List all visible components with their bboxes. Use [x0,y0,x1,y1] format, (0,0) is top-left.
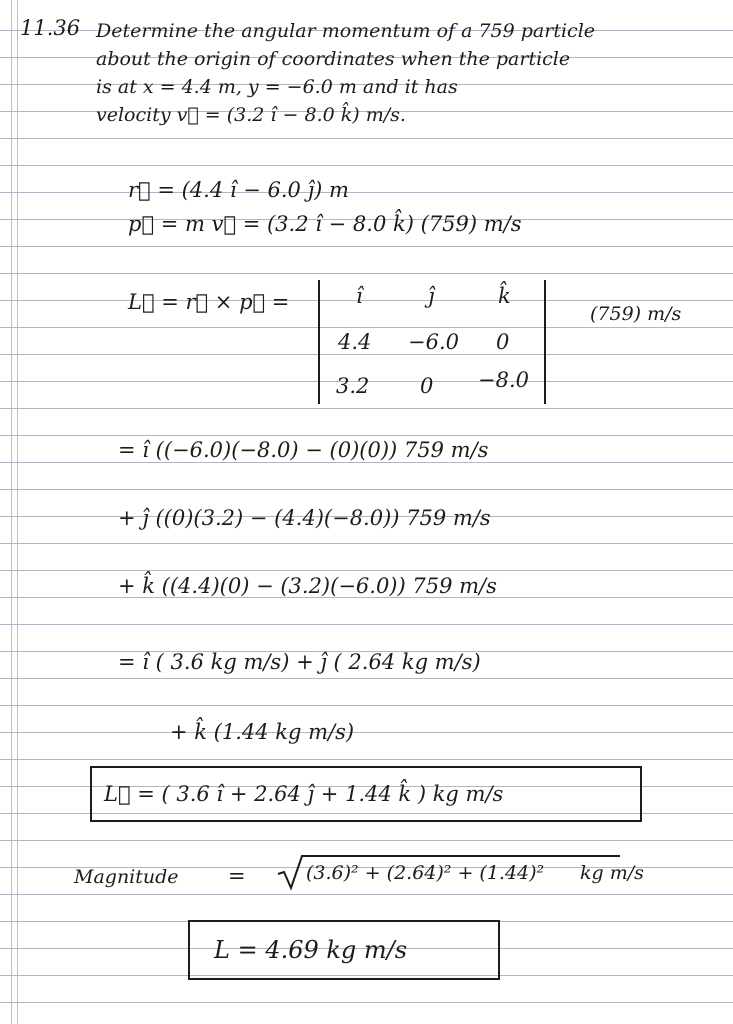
determinant-factor: (759) m/s [590,303,682,325]
det-row1-j: ĵ [428,284,435,308]
problem-line-2: about the origin of coordinates when the particle [96,48,571,70]
problem-number: 11.36 [20,16,81,40]
det-row2-x: 4.4 [338,330,372,354]
problem-line-3: is at x = 4.4 m, y = −6.0 m and it has [96,76,458,98]
answer-vector: L⃗ = ( 3.6 î + 2.64 ĵ + 1.44 k̂ ) kg m/s [104,782,504,806]
margin-line [17,0,18,1024]
det-row2-z: 0 [496,330,510,354]
det-row1-i: î [356,284,363,308]
cross-product-label: L⃗ = r⃗ × p⃗ = [128,290,290,314]
det-row3-x: 3.2 [336,374,370,398]
result-k: + k̂ (1.44 kg m/s) [170,720,355,744]
determinant-right-bar [544,280,546,404]
momentum-vector: p⃗ = m v⃗ = (3.2 î − 8.0 k̂) (759) m/s [128,212,522,236]
det-row1-k: k̂ [498,284,511,308]
expansion-i: = î ((−6.0)(−8.0) − (0)(0)) 759 m/s [118,438,489,462]
problem-line-4: velocity v⃗ = (3.2 î − 8.0 k̂) m/s. [96,104,406,126]
magnitude-label: Magnitude [74,866,179,888]
det-row3-z: −8.0 [478,368,529,392]
expansion-k: + k̂ ((4.4)(0) − (3.2)(−6.0)) 759 m/s [118,574,497,598]
problem-line-1: Determine the angular momentum of a 759 particle [96,20,596,42]
final-answer: L = 4.69 kg m/s [214,936,408,964]
magnitude-unit: kg m/s [580,862,644,884]
margin-line [11,0,12,1024]
det-row3-y: 0 [420,374,434,398]
magnitude-radicand: (3.6)² + (2.64)² + (1.44)² [306,862,545,884]
det-row2-y: −6.0 [408,330,459,354]
magnitude-equals: = [228,864,246,888]
determinant-left-bar [318,280,320,404]
result-ij: = î ( 3.6 kg m/s) + ĵ ( 2.64 kg m/s) [118,650,481,674]
expansion-j: + ĵ ((0)(3.2) − (4.4)(−8.0)) 759 m/s [118,506,491,530]
position-vector: r⃗ = (4.4 î − 6.0 ĵ) m [128,178,349,202]
